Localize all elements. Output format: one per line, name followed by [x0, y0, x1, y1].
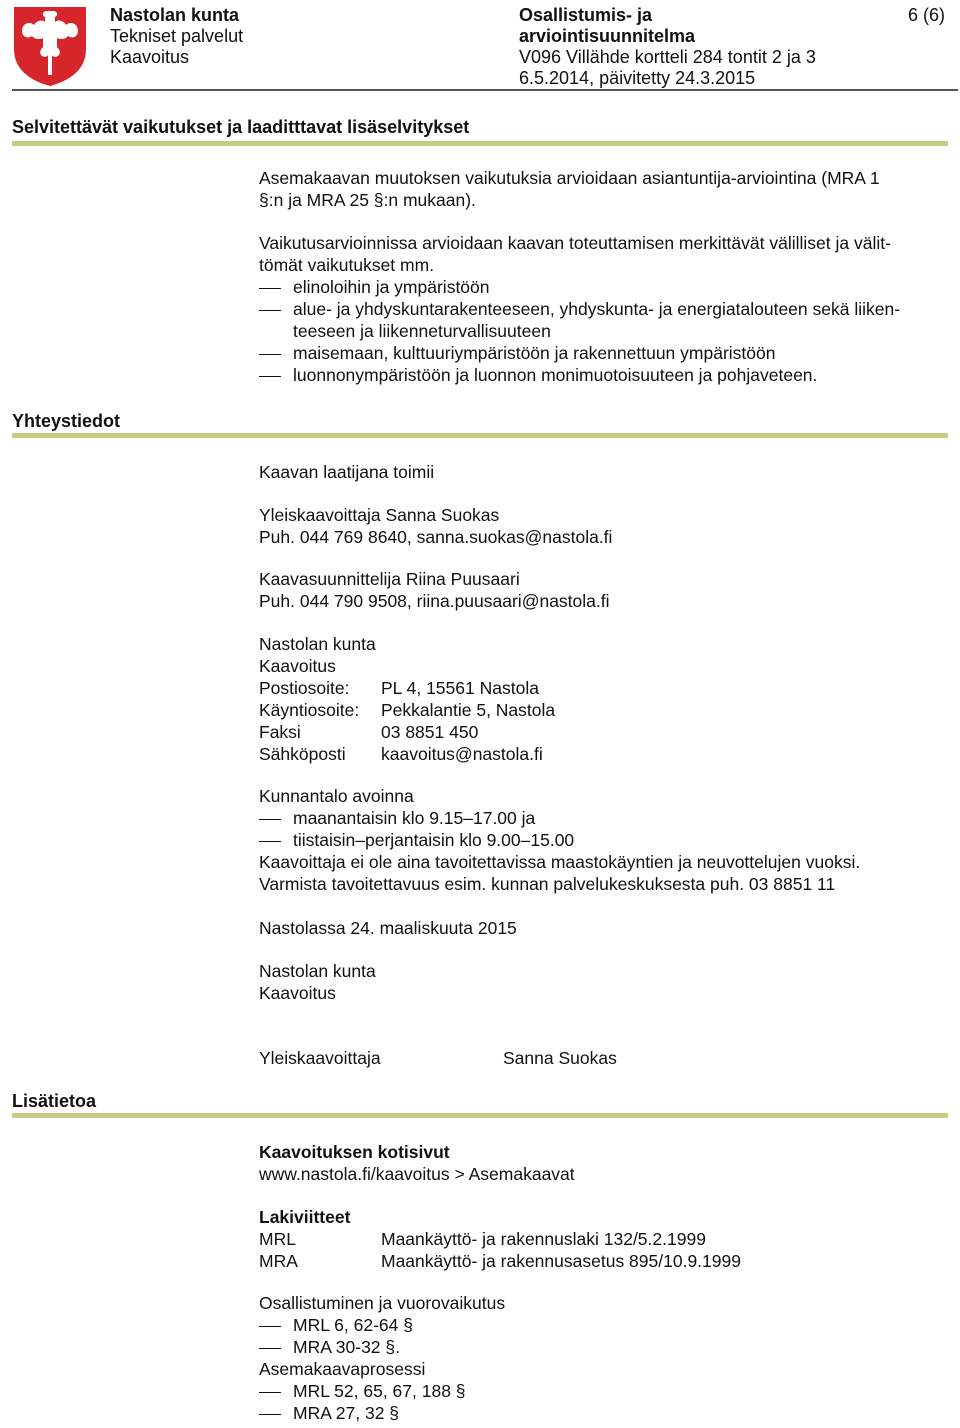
- website-block: Kaavoituksen kotisivut www.nastola.fi/kaavoitus > Asemakaavat: [259, 1142, 575, 1184]
- availability-note: Varmista tavoitettavuus esim. kunnan palvelukeskuksesta puh. 03 8851 11: [259, 874, 836, 894]
- law-references: Lakiviitteet MRL Maankäyttö- ja rakennuslaki 132/5.2.1999 MRA Maankäyttö- ja rakennusasetus 895/10.9.1999: [259, 1207, 741, 1271]
- office-address: Nastolan kunta Kaavoitus Postiosoite: PL 4, 15561 Nastola Käyntiosoite: Pekkalantie 5, Nastola Faksi 03 8851 450 Sähköposti kaavoitus@nastola.fi: [259, 634, 556, 764]
- page-number: 6 (6): [908, 5, 946, 25]
- address-row: Käyntiosoite: Pekkalantie 5, Nastola: [259, 700, 556, 720]
- law-row: MRA Maankäyttö- ja rakennusasetus 895/10.9.1999: [259, 1251, 741, 1271]
- list-item: MRA 27, 32 §: [259, 1402, 505, 1424]
- section-divider: [12, 1113, 948, 1118]
- list-item: MRA 30-32 §.: [259, 1336, 505, 1358]
- address-row: Postiosoite: PL 4, 15561 Nastola: [259, 678, 539, 698]
- section-divider: [12, 141, 948, 146]
- participation-block: Osallistuminen ja vuorovaikutus MRL 6, 62-64 § MRA 30-32 §. Asemakaavaprosessi MRL 52, 65, 67, 188 § MRA 27, 32 §: [259, 1293, 506, 1423]
- project-name: V096 Villähde kortteli 284 tontit 2 ja 3: [519, 47, 816, 67]
- list-item: elinoloihin ja ympäristöön: [259, 276, 900, 298]
- contact-person-2: Kaavasuunnittelija Riina Puusaari Puh. 044 790 9508, riina.puusaari@nastola.fi: [259, 569, 610, 611]
- impacts-paragraph-1: Asemakaavan muutoksen vaikutuksia arvioidaan asiantuntija-arviointina (MRA 1 §:n ja MRA 25 §:n mukaan).: [259, 168, 880, 210]
- website-link[interactable]: www.nastola.fi/kaavoitus > Asemakaavat: [259, 1164, 575, 1184]
- header-dept: Tekniset palvelut: [110, 26, 244, 46]
- doc-title-line1: Osallistumis- ja: [519, 5, 653, 25]
- opening-hours: Kunnantalo avoinna maanantaisin klo 9.15–17.00 ja tiistaisin–perjantaisin klo 9.00–15.00 Kaavoittaja ei ole aina tavoitettavissa maastokäyntien ja neuvottelujen vuoksi. Varmista tavoitettavuus esim. kunnan palvelukeskuksesta puh. 03 8851 11: [259, 786, 861, 894]
- header-unit: Kaavoitus: [110, 47, 190, 67]
- section-title-impacts: Selvitettävät vaikutukset ja laaditttavat lisäselvitykset: [12, 117, 470, 137]
- address-row: Faksi 03 8851 450: [259, 722, 479, 742]
- doc-title-line2: arviointisuunnitelma: [519, 26, 696, 46]
- list-item: maisemaan, kulttuuriympäristöön ja rakennettuun ympäristöön: [259, 342, 900, 364]
- list-item: MRL 6, 62-64 §: [259, 1314, 505, 1336]
- planner-intro: Kaavan laatijana toimii: [259, 462, 435, 482]
- signature-line: Yleiskaavoittaja Sanna Suokas: [259, 1048, 617, 1068]
- list-item-continuation: teeseen ja liikenneturvallisuuteen: [293, 321, 551, 341]
- header-divider: [12, 89, 958, 91]
- signature-org: Nastolan kunta Kaavoitus: [259, 961, 376, 1003]
- section-title-contacts: Yhteystiedot: [12, 411, 121, 431]
- law-row: MRL Maankäyttö- ja rakennuslaki 132/5.2.1999: [259, 1229, 706, 1249]
- address-row: Sähköposti kaavoitus@nastola.fi: [259, 744, 543, 764]
- doc-dates: 6.5.2014, päivitetty 24.3.2015: [519, 68, 756, 88]
- list-item: luonnonympäristöön ja luonnon monimuotoisuuteen ja pohjaveteen.: [259, 364, 900, 386]
- list-item: maanantaisin klo 9.15–17.00 ja: [259, 807, 860, 829]
- list-item: MRL 52, 65, 67, 188 §: [259, 1380, 505, 1402]
- section-title-more-info: Lisätietoa: [12, 1091, 97, 1111]
- availability-note: Kaavoittaja ei ole aina tavoitettavissa maastokäyntien ja neuvottelujen vuoksi.: [259, 852, 861, 872]
- section-divider: [12, 433, 948, 438]
- impacts-paragraph-2: Vaikutusarvioinnissa arvioidaan kaavan toteuttamisen merkittävät välilliset ja välit- tömät vaikutukset mm. elinoloihin ja ympäristöön alue- ja yhdyskuntarakenteeseen, yhdyskunta- ja energiatalouteen sekä liiken- teeseen ja liikenneturvallisuuteen maisemaan, kulttuuriympäristöön ja rakennettuun ympäristöön luonnonympäristöön ja luonnon monimuotoisuuteen ja pohjaveteen.: [259, 233, 901, 385]
- contact-person-1: Yleiskaavoittaja Sanna Suokas Puh. 044 769 8640, sanna.suokas@nastola.fi: [259, 505, 613, 547]
- list-item: alue- ja yhdyskuntarakenteeseen, yhdyskunta- ja energiatalouteen sekä liiken-: [259, 298, 900, 320]
- date-line: Nastolassa 24. maaliskuuta 2015: [259, 918, 517, 938]
- header-org: Nastolan kunta: [110, 5, 240, 25]
- office-email-link[interactable]: kaavoitus@nastola.fi: [381, 744, 543, 764]
- municipality-crest-logo: [12, 5, 88, 87]
- list-item: tiistaisin–perjantaisin klo 9.00–15.00: [259, 829, 860, 851]
